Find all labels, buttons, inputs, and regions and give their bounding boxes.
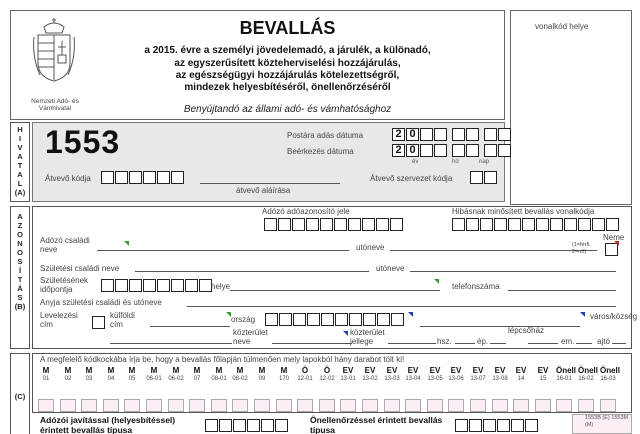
pages-instruction: A megfelelő kódkockába írja be, hogy a bevallás főlapján túlmenően mely lapokból hány darabot tölt ki! (40, 355, 405, 364)
sheet-letter: M (64, 366, 72, 375)
receiver-signature-label: átvevő aláírása (236, 186, 291, 195)
sheet-count-input[interactable] (600, 399, 616, 412)
public-area-type-field[interactable] (272, 343, 352, 344)
sheet-number: 16-01 (556, 376, 572, 382)
floor-label: em. (561, 337, 575, 346)
gender-marker (614, 241, 619, 246)
sheet-count-input[interactable] (211, 399, 227, 412)
tax-id-cells[interactable] (264, 218, 404, 231)
sheet-letter: M (150, 366, 158, 375)
sheet-count-input[interactable] (470, 399, 486, 412)
sheet-number: 16-03 (600, 376, 616, 382)
sheet-code-header (189, 367, 205, 383)
sheet-number: 16-02 (578, 376, 594, 382)
sheet-code-header (276, 367, 292, 383)
surname-marker (124, 241, 129, 246)
birth-date-label: Születésének időpontja (40, 276, 89, 294)
sheet-letter: M (85, 366, 93, 375)
city-field[interactable] (420, 326, 580, 327)
subtitle-line-1: a 2015. évre a személyi jövedelemadó, a járulék, a különadó, (144, 45, 431, 56)
authority-name: Nemzeti Adó- és Vámhivatal (31, 98, 79, 112)
house-no-label: hsz. (437, 337, 452, 346)
sheet-number: 02 (64, 376, 72, 382)
sheet-letter: EV (342, 366, 354, 375)
postal-date-label: Postára adás dátuma (287, 131, 364, 140)
sheet-number: 13-03 (384, 376, 400, 382)
door-field[interactable] (612, 343, 626, 344)
sheet-count-input[interactable] (448, 399, 464, 412)
subtitle-line-2: az egyszerűsített közteherviselési hozzájárulás, (174, 58, 401, 69)
surname-field[interactable] (97, 250, 349, 251)
sheet-count-input[interactable] (276, 399, 292, 412)
sheet-letter: EV (450, 366, 462, 375)
subtitle-line-4: mindezek helyesbítéséről, önellenőrzéséről (184, 82, 391, 93)
mother-name-field[interactable] (187, 306, 616, 307)
sheet-number: 09 (258, 376, 266, 382)
sheet-count-input[interactable] (38, 399, 54, 412)
birth-date-cells[interactable] (101, 279, 213, 292)
sheet-letter: M (236, 366, 244, 375)
given-name-field[interactable] (390, 250, 597, 251)
postal-date-digit[interactable]: 0 (406, 128, 419, 141)
sheet-count-input[interactable] (254, 399, 270, 412)
sheet-number: 08-02 (232, 376, 248, 382)
phone-field[interactable] (508, 290, 616, 291)
sheet-count-input[interactable] (103, 399, 119, 412)
form-number: 1553 (45, 124, 121, 160)
sheet-letter: M (172, 366, 180, 375)
sheet-letter: M (280, 366, 288, 375)
receiver-unit-code-cells[interactable] (470, 171, 498, 184)
place-marker (434, 279, 439, 284)
barcode-label: vonalkód helye (535, 22, 589, 31)
sheet-letter: Önell (600, 366, 621, 375)
sheet-code-header (103, 367, 119, 383)
form-type-note: 1553B (E) 1553M (M) (585, 415, 629, 428)
gender-hint: (1=férfi, 2=nő) (572, 242, 591, 255)
sheet-number: 08-01 (211, 376, 227, 382)
sheet-number: 170 (278, 376, 289, 382)
sheet-number: 03 (85, 376, 93, 382)
sheet-number: 06-02 (168, 376, 184, 382)
hivatal-side-label: H I V A T A L (A) (14, 125, 26, 197)
received-date-digit[interactable]: 2 (392, 144, 405, 157)
received-date-digit[interactable]: 0 (406, 144, 419, 157)
birth-surname-label: Születési családi neve (40, 264, 120, 273)
sheet-letter: EV (386, 366, 398, 375)
sheet-letter: EV (472, 366, 484, 375)
date-legend-day: nap (479, 159, 490, 165)
house-no-field[interactable] (455, 343, 475, 344)
sheet-code-header (81, 367, 97, 383)
corrected-return-code-label: Hibásnak minősített bevallás vonalkódja (452, 207, 595, 216)
sheet-number: 13-06 (448, 376, 464, 382)
sheet-code-header (254, 367, 270, 383)
sheet-count-input[interactable] (535, 399, 551, 412)
mailing-address-checkbox[interactable] (92, 314, 106, 332)
foreign-address-label: külföldi cím (110, 311, 135, 329)
sheet-letter: EV (364, 366, 376, 375)
door-label: ajtó (597, 337, 610, 346)
receiver-unit-code-label: Átvevő szervezet kódja (370, 174, 453, 183)
sheet-letter: EV (407, 366, 419, 375)
sheet-code-header (556, 366, 577, 383)
sheet-code-header (448, 367, 464, 383)
pages-side-label: (C) (14, 392, 26, 401)
sheet-count-input[interactable] (427, 399, 443, 412)
receiver-code-label: Átvevő kódja (45, 174, 91, 183)
sheet-number: 13-04 (405, 376, 421, 382)
sheet-code-header (405, 367, 421, 383)
sheet-number: 13-02 (362, 376, 378, 382)
public-area-marker (343, 331, 348, 336)
sheet-letter: Ö (301, 366, 309, 375)
corrected-return-code-cells[interactable] (452, 218, 620, 231)
sheet-code-header (168, 367, 184, 383)
sheet-code-header (578, 366, 599, 383)
sheet-count-input[interactable] (81, 399, 97, 412)
sheet-code-header (38, 367, 54, 383)
public-area-label: közterület neve (233, 328, 268, 346)
sheet-count-input[interactable] (340, 399, 356, 412)
given-name-label: utóneve (356, 243, 385, 252)
sheet-code-header (60, 367, 76, 383)
sheet-code-header (492, 367, 508, 383)
sheet-code-header (362, 367, 378, 383)
mailing-address-label: Levelezési cím (40, 311, 78, 329)
sheet-number: 14 (517, 376, 525, 382)
sheet-number: 07 (193, 376, 201, 382)
surname-label: Adózó családi neve (40, 236, 90, 254)
sheet-code-header (384, 367, 400, 383)
sheet-count-input[interactable] (232, 399, 248, 412)
receiver-code-cells[interactable] (101, 171, 185, 184)
country-marker (226, 312, 231, 317)
coat-of-arms-icon (30, 17, 78, 85)
sheet-letter: M (107, 366, 115, 375)
sheet-number: 15 (539, 376, 547, 382)
sheet-count-input[interactable] (297, 399, 313, 412)
building-field[interactable] (490, 343, 506, 344)
sheet-letter: Ö (323, 366, 331, 375)
correction-type-cells[interactable] (205, 419, 289, 432)
public-area-type-line[interactable] (388, 343, 436, 344)
sheet-count-input[interactable] (492, 399, 508, 412)
tax-id-label: Adózó adóazonosító jele (262, 207, 350, 216)
self-revision-type-label: Önellenőrzéssel érintett bevallás típusa (310, 415, 443, 434)
sheet-letter: EV (515, 366, 527, 375)
sheet-count-input[interactable] (384, 399, 400, 412)
sheet-number: 13-08 (492, 376, 508, 382)
correction-type-label: Adózói javítással (helyesbítéssel) érintett bevallás típusa (40, 415, 176, 434)
sheet-number: 04 (107, 376, 115, 382)
sheet-letter: M (42, 366, 50, 375)
sheet-code-header (427, 367, 443, 383)
city-marker (580, 312, 585, 317)
sheet-letter: EV (537, 366, 549, 375)
sheet-code-header (232, 367, 248, 383)
stairs-field[interactable] (528, 343, 558, 344)
sheet-letter: EV (429, 366, 441, 375)
gender-label: Neme (603, 233, 625, 242)
place-field[interactable] (230, 290, 440, 291)
sheet-number: 01 (42, 376, 50, 382)
sheet-letter: M (193, 366, 201, 375)
sheet-code-header (124, 367, 140, 383)
sheet-count-input[interactable] (60, 399, 76, 412)
sheet-letter: M (128, 366, 136, 375)
sheet-code-header (513, 367, 529, 383)
mother-name-label: Anyja születési családi és utóneve (40, 298, 162, 307)
sheet-number: 06-01 (146, 376, 162, 382)
phone-label: telefonszáma (452, 282, 500, 291)
place-label: helye (211, 282, 231, 291)
city-label: város/község (590, 312, 638, 321)
sheet-count-input[interactable] (189, 399, 205, 412)
form-title: BEVALLÁS (239, 18, 336, 38)
sheet-count-input[interactable] (362, 399, 378, 412)
country-field[interactable] (150, 326, 230, 327)
public-area-type-label: közterület jellege (350, 328, 385, 346)
sheet-number: 12-02 (319, 376, 335, 382)
sheet-letter: EV (494, 366, 506, 375)
received-date-label: Beérkezés dátuma (287, 147, 354, 156)
sheet-number: 13-05 (427, 376, 443, 382)
birth-given-label: utóneve (376, 264, 405, 273)
receiver-signature-line (200, 183, 340, 184)
sheet-code-header (600, 366, 621, 383)
sheet-count-input[interactable] (556, 399, 572, 412)
date-legend-year: év (412, 159, 419, 165)
sheet-code-header (535, 367, 551, 383)
sheet-code-header (470, 367, 486, 383)
self-revision-type-cells[interactable] (455, 419, 539, 432)
sheet-code-header (146, 367, 162, 383)
postal-date-cells[interactable] (392, 128, 512, 141)
sheet-count-input[interactable] (405, 399, 421, 412)
stairs-label: lépcsőház (508, 326, 545, 335)
received-date-cells[interactable] (392, 144, 512, 157)
sheet-count-input[interactable] (146, 399, 162, 412)
sheet-code-header (319, 367, 335, 383)
postal-date-digit[interactable]: 2 (392, 128, 405, 141)
sheet-count-input[interactable] (124, 399, 140, 412)
sheet-letter: M (215, 366, 223, 375)
floor-field[interactable] (576, 343, 592, 344)
sheet-code-header (297, 367, 313, 383)
sheet-count-input[interactable] (168, 399, 184, 412)
sheet-number: 12-01 (297, 376, 313, 382)
subtitle-line-3: az egészségügyi hozzájárulás kötelezettségről, (175, 70, 400, 81)
building-label: ép. (477, 337, 489, 346)
sheet-code-header (211, 367, 227, 383)
date-legend-month: hó (452, 159, 459, 165)
sheet-number: 13-01 (340, 376, 356, 382)
sheet-letter: Önell (556, 366, 577, 375)
public-area-field[interactable] (110, 343, 232, 344)
postal-code-cells[interactable] (265, 313, 405, 326)
sheet-letter: M (258, 366, 266, 375)
birth-surname-field[interactable] (135, 271, 369, 272)
sheet-code-header (340, 367, 356, 383)
barcode-frame (510, 10, 632, 205)
sheet-number: 05 (128, 376, 136, 382)
country-label: ország (231, 315, 256, 324)
azonositas-side-label: A Z O N O S Í T Á S (B) (14, 212, 26, 311)
submit-note: Benyújtandó az állami adó- és vámhatósághoz (183, 104, 392, 115)
sheet-count-input[interactable] (319, 399, 335, 412)
postal-code-marker (408, 312, 413, 317)
sheet-count-input[interactable] (513, 399, 529, 412)
birth-given-field[interactable] (410, 271, 616, 272)
sheet-number: 13-07 (470, 376, 486, 382)
sheet-letter: Önell (578, 366, 599, 375)
sheet-count-input[interactable] (578, 399, 594, 412)
